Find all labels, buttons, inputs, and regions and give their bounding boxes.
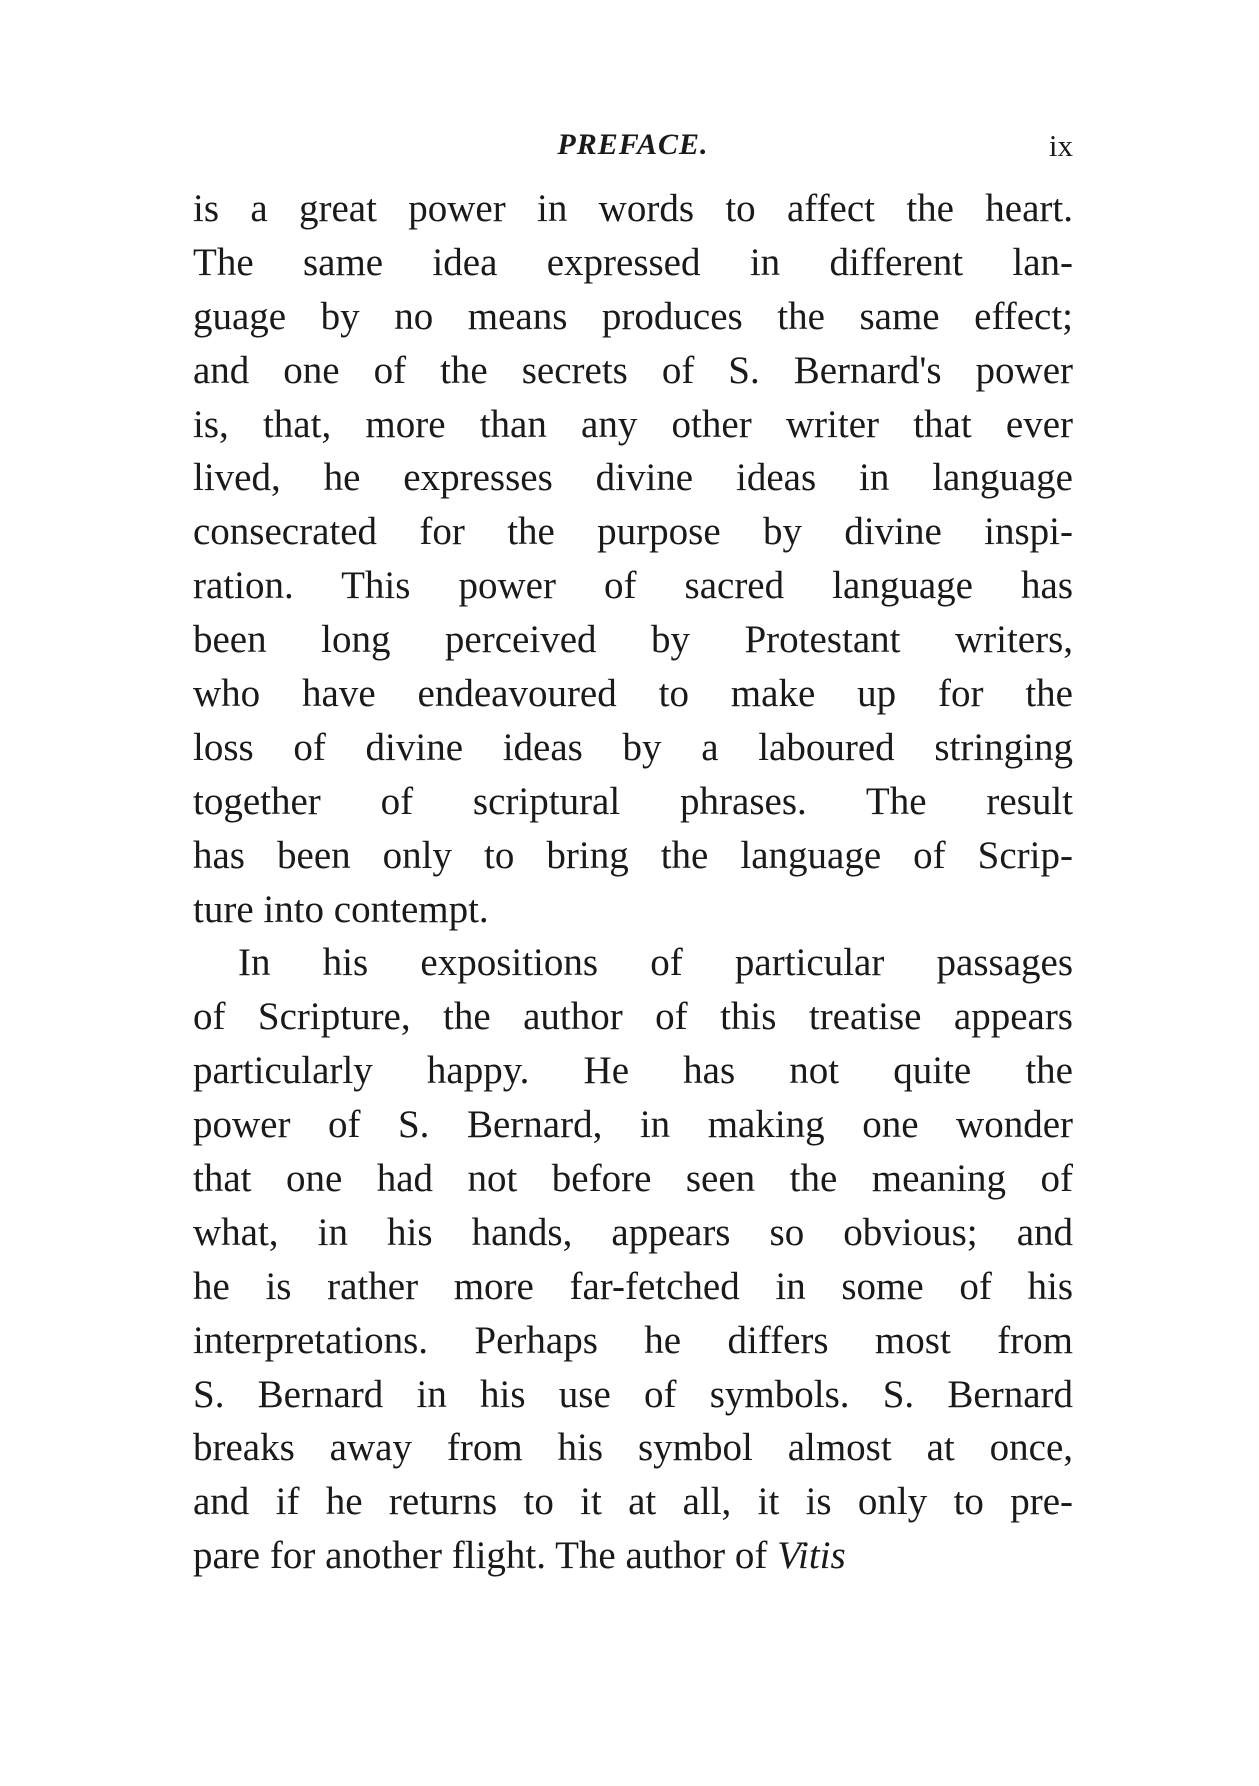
italic-title: Vitis [777,1534,846,1578]
text-line: In his expositions of particular passages [238,941,1073,985]
page-number: ix [1048,128,1073,163]
text-line: ration. This power of sacred language has [193,564,1073,608]
paragraph-2 [193,936,1073,1583]
paragraph-1 [193,182,1073,936]
text-line: is a great power in words to affect the heart. [193,187,1073,230]
text-line: ture into contempt. [193,887,489,931]
running-head [193,128,1073,178]
running-title: PREFACE. [557,128,709,161]
text-line: who have endeavoured to make up for the [193,672,1073,716]
text-line: interpretations. Perhaps he differs most from [193,1318,1073,1362]
body-text [193,182,1073,1583]
text-line: power of S. Bernard, in making one wonder [193,1103,1073,1147]
text-line: and one of the secrets of S. Bernard's power [193,348,1073,392]
text-line: breaks away from his symbol almost at once, [193,1426,1073,1470]
text-line-final [193,1529,1073,1583]
text-line: of Scripture, the author of this treatise appears [193,995,1073,1039]
text-line: S. Bernard in his use of symbols. S. Bernard [193,1372,1073,1416]
text-line: lived, he expresses divine ideas in language [193,456,1073,500]
text-line: loss of divine ideas by a laboured stringing [193,725,1073,769]
text-line-final-roman: pare for another flight. The author of [193,1534,768,1578]
text-line: what, in his hands, appears so obvious; and [193,1210,1073,1254]
text-line: been long perceived by Protestant writers, [193,618,1073,662]
text-line: that one had not before seen the meaning of [193,1157,1073,1201]
text-line: consecrated for the purpose by divine inspi- [193,510,1073,554]
text-line: particularly happy. He has not quite the [193,1049,1073,1093]
text-line: he is rather more far-fetched in some of his [193,1264,1073,1308]
text-line: has been only to bring the language of Scrip- [193,833,1073,877]
text-line: together of scriptural phrases. The result [193,779,1073,823]
text-line: and if he returns to it at all, it is only to pre- [193,1480,1073,1524]
text-line: The same idea expressed in different lan- [193,240,1073,284]
text-line: guage by no means produces the same effect; [193,294,1073,338]
text-line: is, that, more than any other writer that ever [193,402,1073,446]
